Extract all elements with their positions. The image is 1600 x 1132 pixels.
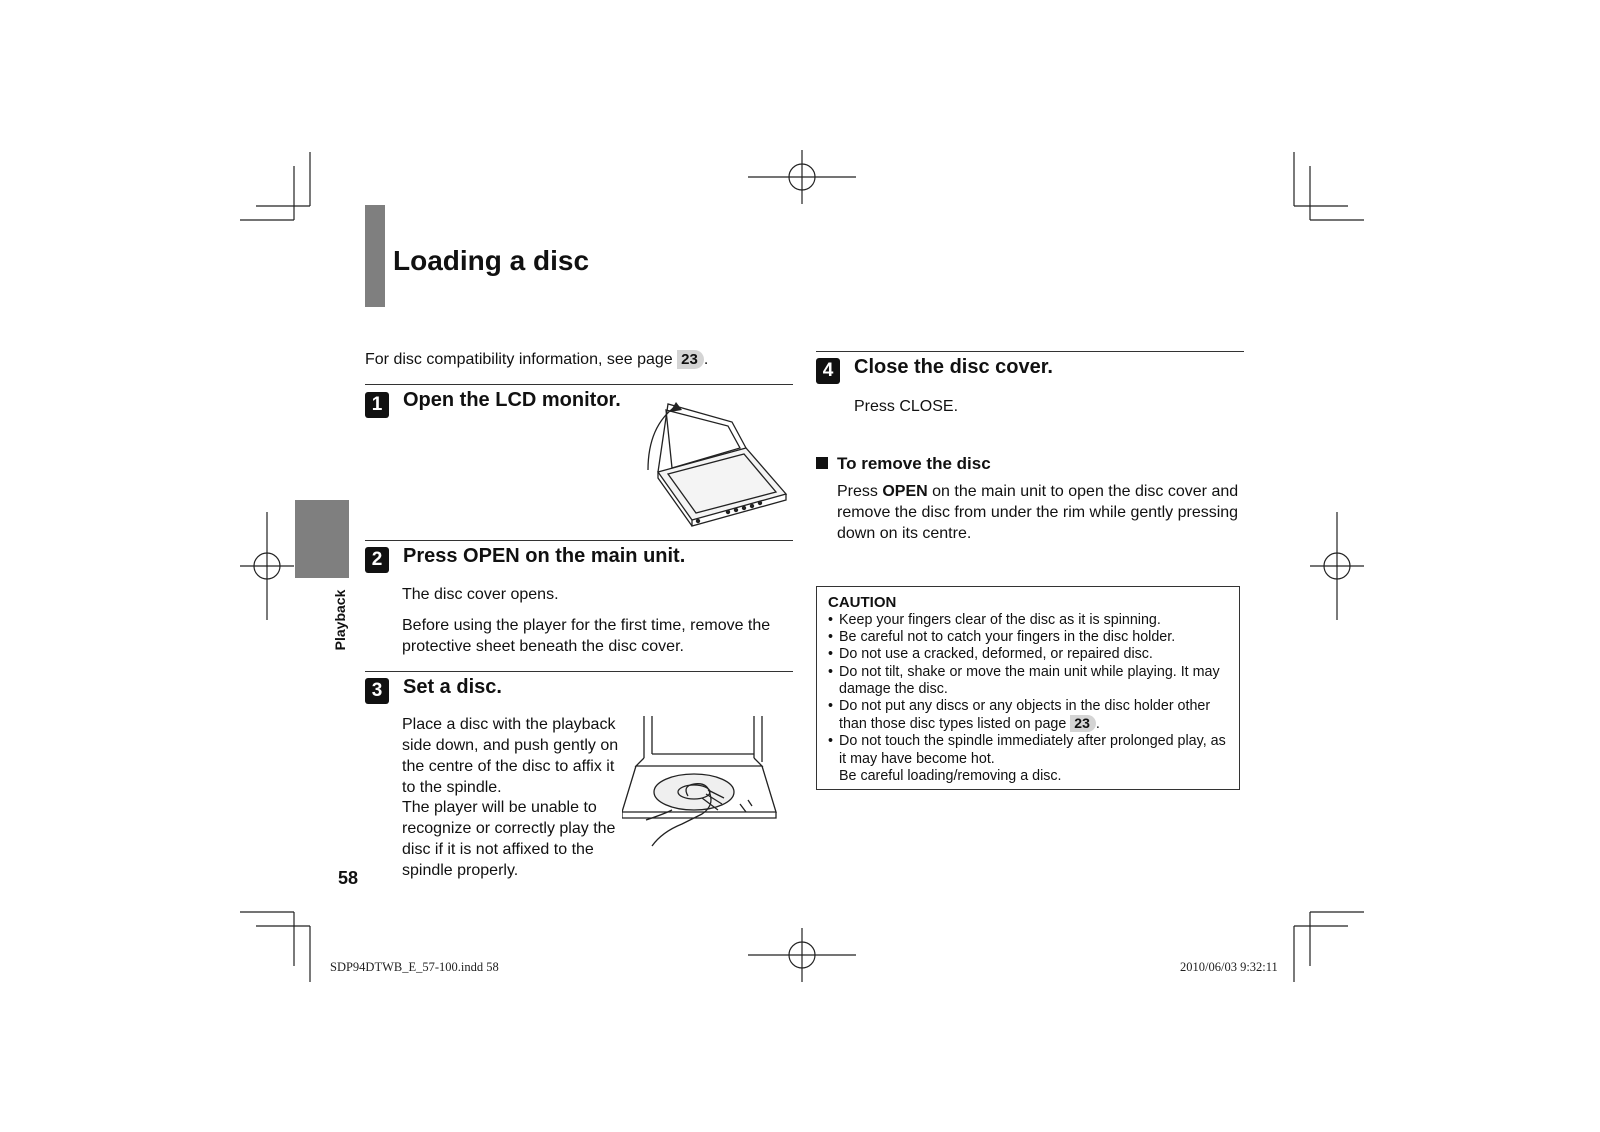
remove-disc-heading: To remove the disc: [837, 454, 991, 473]
intro-suffix: .: [703, 351, 709, 368]
step-text: Before using the player for the first time, remove the protective sheet beneath the disc cover.: [402, 617, 771, 655]
remove-disc-text: [837, 481, 1242, 544]
heading-square-bullet: [816, 457, 828, 469]
step-number: 3: [365, 678, 389, 704]
footer-file-info: SDP94DTWB_E_57-100.indd 58: [330, 960, 499, 974]
intro-text-label: For disc compatibility information, see page: [365, 351, 673, 368]
caution-item: • Be careful not to catch your fingers in the disc holder.: [828, 629, 1229, 646]
page-number: 58: [338, 868, 359, 888]
set-disc-illustration: [622, 714, 778, 856]
step-divider: [816, 351, 1244, 352]
step-number: 1: [365, 392, 389, 418]
title-accent-bar: [365, 205, 385, 307]
remove-prefix: Press: [837, 483, 878, 500]
caution-item: • Keep your fingers clear of the disc as it is spinning.: [828, 612, 1229, 629]
remove-open-label: OPEN: [882, 483, 928, 500]
step-title: Close the disc cover.: [854, 356, 1053, 378]
caution-item-suffix: .: [1095, 716, 1100, 733]
step-title: Open the LCD monitor.: [403, 389, 621, 411]
caution-item-extra: Be careful loading/removing a disc.: [839, 767, 1062, 784]
page-reference-badge: 23: [1070, 715, 1096, 732]
caution-box: [816, 586, 1240, 790]
step-text: Place a disc with the playback side down, and push gently on the centre of the disc to affix it to the spindle.: [402, 716, 619, 796]
caution-title: CAUTION: [828, 594, 897, 611]
page-title: Loading a disc: [393, 245, 590, 276]
step-title: Set a disc.: [403, 676, 502, 698]
step-divider: [365, 384, 793, 385]
page-reference-badge: 23: [677, 350, 704, 369]
caution-item: [828, 733, 1229, 785]
lcd-monitor-open-illustration: [636, 396, 794, 532]
intro-text: [365, 349, 708, 370]
step-divider: [365, 540, 793, 541]
footer-timestamp: 2010/06/03 9:32:11: [1180, 960, 1278, 974]
step-number: 4: [816, 358, 840, 384]
caution-item-text: Do not put any discs or any objects in the disc holder other than those disc types listed on page: [839, 698, 1211, 733]
section-tab-label: Playback: [332, 589, 348, 651]
step-divider: [365, 671, 793, 672]
remove-suffix: on the main unit to open the disc cover and remove the disc from under the rim while gently pressing down on its centre.: [837, 483, 1239, 542]
caution-item: • Do not tilt, shake or move the main unit while playing. It may damage the disc.: [828, 664, 1229, 698]
caution-item-text: Do not touch the spindle immediately after prolonged play, as it may have become hot.: [839, 733, 1226, 767]
caution-item: [828, 698, 1229, 733]
caution-list: [828, 612, 1229, 785]
section-tab: [295, 500, 349, 578]
step-number: 2: [365, 547, 389, 573]
step-text: The player will be unable to recognize or correctly play the disc if it is not affixed to the spindle properly.: [402, 799, 616, 879]
caution-item: • Do not use a cracked, deformed, or repaired disc.: [828, 646, 1229, 663]
step-text: The disc cover opens.: [402, 586, 559, 603]
step-text: Press CLOSE.: [854, 398, 959, 415]
step-title: Press OPEN on the main unit.: [403, 545, 686, 567]
